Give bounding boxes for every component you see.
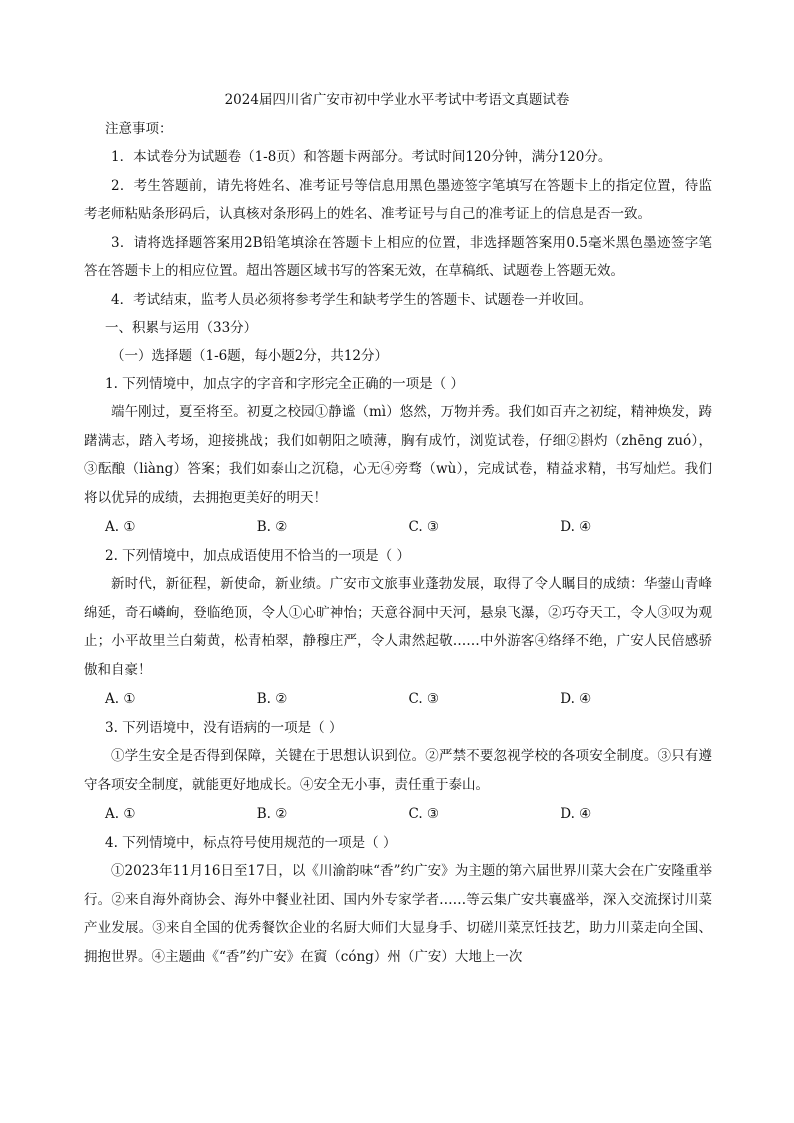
question-options bbox=[84, 799, 712, 829]
question-passage: ①学生安全是否得到保障，关键在于思想认识到位。②严禁不要忽视学校的各项安全制度。③只有遵守各项安全制度，就能更好地成长。④安全无小事，责任重于泰山。 bbox=[84, 748, 712, 793]
section-heading: 一、积累与运用（33分） bbox=[105, 320, 258, 336]
option-a: A. ① bbox=[105, 519, 136, 535]
option-a: A. ① bbox=[105, 691, 136, 707]
option-d: D. ④ bbox=[560, 691, 592, 707]
option-c: C. ③ bbox=[408, 519, 440, 535]
option-d: D. ④ bbox=[560, 519, 592, 535]
option-b: B. ② bbox=[256, 691, 288, 707]
question-stem: 3. 下列语境中，没有语病的一项是（ ） bbox=[105, 720, 343, 736]
option-b: B. ② bbox=[256, 519, 288, 535]
option-a: A. ① bbox=[105, 806, 136, 822]
question-passage: 端午刚过，夏至将至。初夏之校园①静谧（mì）悠然，万物并秀。我们如百卉之初绽，精神焕发，踌躇满志，踏入考场，迎接挑战；我们如朝阳之喷薄，胸有成竹，浏览试卷，仔细②斟灼（zhēng zuó），③酝酿（liàng）答案；我们如泰山之沉稳，心无④旁骛（wù），完成试卷，精益求精，书写灿烂。我们将以优异的成绩，去拥抱更美好的明天！ bbox=[84, 404, 712, 506]
option-c: C. ③ bbox=[408, 691, 440, 707]
question-options bbox=[84, 684, 712, 714]
notice-item: 4．考试结束，监考人员必须将参考学生和缺考学生的答题卡、试题卷一并收回。 bbox=[111, 291, 593, 308]
option-b: B. ② bbox=[256, 806, 288, 822]
question-passage: 新时代，新征程，新使命，新业绩。广安市文旅事业蓬勃发展，取得了令人瞩目的成绩：华蓥山青峰绵延，奇石嶙峋，登临绝顶，令人①心旷神怡；天意谷洞中天河，悬泉飞瀑，②巧夺天工，令人③叹为观止；小平故里兰白菊黄，松青柏翠，静穆庄严，令人肃然起敬……中外游客④络绎不绝，广安人民倍感骄傲和自豪！ bbox=[84, 576, 712, 678]
exam-title: 2024届四川省广安市初中学业水平考试中考语文真题试卷 bbox=[224, 92, 570, 108]
notice-heading: 注意事项： bbox=[105, 121, 173, 137]
question-stem: 2. 下列情境中，加点成语使用不恰当的一项是（ ） bbox=[105, 548, 410, 564]
option-d: D. ④ bbox=[560, 806, 592, 822]
question-options bbox=[84, 512, 712, 542]
notice-item: 3．请将选择题答案用2B铅笔填涂在答题卡上相应的位置，非选择题答案用0.5毫米黑色墨迹签字笔答在答题卡上的相应位置。超出答题区域书写的答案无效，在草稿纸、试题卷上答题无效。 bbox=[84, 234, 712, 279]
notice-item: 1．本试卷分为试题卷（1-8页）和答题卡两部分。考试时间120分钟，满分120分。 bbox=[111, 149, 612, 165]
section-subheading: （一）选择题（1-6题，每小题2分，共12分） bbox=[111, 348, 389, 364]
question-stem: 4. 下列情境中，标点符号使用规范的一项是（ ） bbox=[105, 835, 397, 851]
question-passage: ①2023年11月16日至17日，以《川渝韵味“香”约广安》为主题的第六届世界川菜大会在广安隆重举行。②来自海外商协会、海外中餐业社团、国内外专家学者……等云集广安共襄盛举，深入交流探讨川菜产业发展。③来自全国的优秀餐饮企业的名厨大师们大显身手、切磋川菜烹饪技艺，助力川菜走向全国、拥抱世界。④主题曲《“香”约广安》在賨（cóng）州（广安）大地上一次 bbox=[84, 863, 712, 965]
exam-content bbox=[84, 117, 712, 971]
question-stem: 1. 下列情境中，加点字的字音和字形完全正确的一项是（ ） bbox=[105, 376, 464, 392]
option-c: C. ③ bbox=[408, 806, 440, 822]
notice-item: 2．考生答题前，请先将姓名、准考证号等信息用黑色墨迹签字笔填写在答题卡上的指定位置，待监考老师粘贴条形码后，认真核对条形码上的姓名、准考证号与自己的准考证上的信息是否一致。 bbox=[84, 177, 712, 222]
